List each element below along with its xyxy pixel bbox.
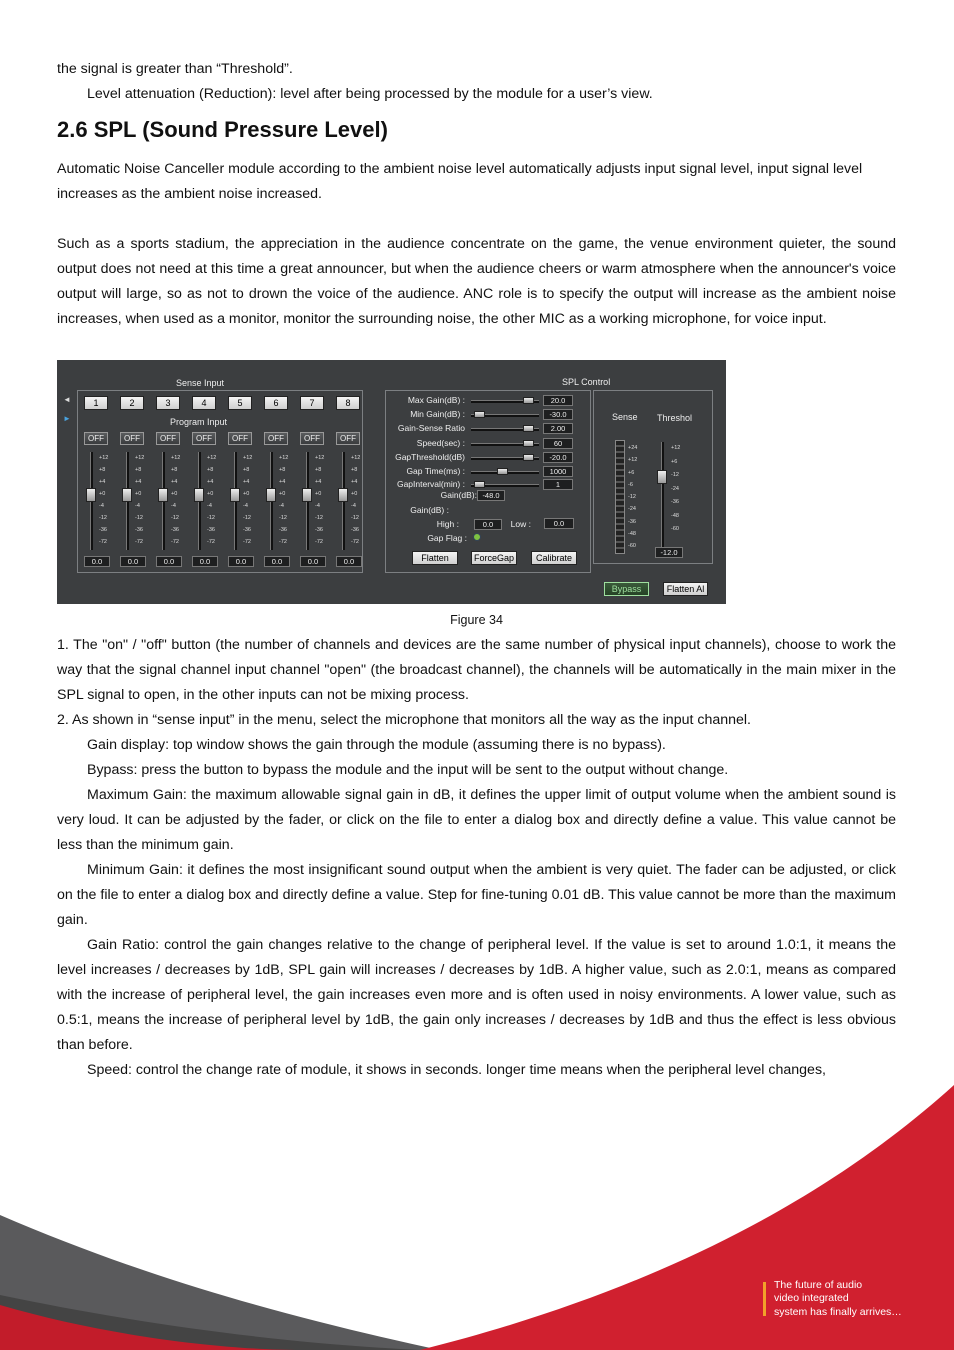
paragraph: Such as a sports stadium, the appreciation in the audience concentrate on the game, the venue environment quieter, the sound output does not need at this time a great announcer, but when the audience cheers or warm atmosphere when the announcer's voice output will large, so as not to drown the voice of the audience. ANC role is to specify the output will increase as the ambient noise increases, when used as a monitor, monitor the surrounding noise, the other MIC as a working microphone, for voice input. [57,236,896,327]
channel-fader-knob[interactable] [122,488,132,502]
figure-caption: Figure 34 [450,613,503,627]
sense-input-button[interactable]: 8 [336,396,360,410]
scale-tick: -24 [628,506,636,513]
scale-tick: -12 [279,515,287,521]
scale-tick: +8 [135,467,142,473]
channel-off-button[interactable]: OFF [228,432,252,445]
scale-tick: -36 [207,527,215,533]
channel-off-button[interactable]: OFF [336,432,360,445]
scale-tick: -36 [671,499,679,505]
scale-tick: +12 [207,455,217,461]
channel-off-button[interactable]: OFF [264,432,288,445]
scale-tick: -72 [99,539,107,545]
scale-tick: +4 [243,479,250,485]
sense-input-button[interactable]: 3 [156,396,180,410]
scale-tick: -72 [171,539,179,545]
scale-tick: -72 [351,539,359,545]
scale-tick: +4 [99,479,106,485]
scale-tick: +0 [243,491,250,497]
spl-param-value[interactable]: 60 [543,438,573,449]
scale-tick: -36 [628,518,636,525]
channel-fader-knob[interactable] [230,488,240,502]
paragraph: Gain display: top window shows the gain through the module (assuming there is no bypass). [87,737,666,753]
scale-tick: -72 [243,539,251,545]
scale-tick: +8 [243,467,250,473]
text-line: Level attenuation (Reduction): level after being processed by the module for a user’s view. [87,86,653,102]
tagline-line: system has finally arrives… [774,1306,902,1318]
paragraph: Gain Ratio: control the gain changes relative to the change of peripheral level. If the value is set to around 1.0:1, it means the level increases / decreases by 1dB, SPL gain will increases / decreases by 1dB. A higher value, such as 2.0:1, means as compared with the increase of peripheral level, the gain increases even more and is often used in noisy environments. A lower value, such as 0.5:1, means the increase of peripheral level by 1dB, the gain only increases / decreases by 1dB and thus the effect is less obvious than before. [57,937,896,1053]
scale-tick: +0 [207,491,214,497]
threshold-scale-ticks [671,442,680,537]
scale-tick: -60 [671,526,679,532]
spl-param-label: GapInterval(min) : [396,479,465,489]
channel-off-button[interactable]: OFF [120,432,144,445]
paragraph: 1. The "on" / "off" button (the number of channels and devices are the same number of physical input channels), choose to work the way that the signal channel input channel "open" (the broadcast channel), the channels will be automatically in the main mixer in the SPL signal to open, in the other inputs can not be mixing process. [57,637,896,703]
spl-param-knob[interactable] [474,481,485,488]
channel-fader-knob[interactable] [158,488,168,502]
scale-tick: -36 [279,527,287,533]
spl-param-knob[interactable] [523,454,534,461]
sense-meter [615,440,625,554]
sense-input-button[interactable]: 1 [84,396,108,410]
channel-value[interactable]: 0.0 [336,556,362,567]
scale-tick: +8 [99,467,106,473]
scale-tick: -4 [279,503,284,509]
scale-tick: +8 [171,467,178,473]
scale-tick: +12 [135,455,145,461]
scale-tick: +0 [315,491,322,497]
channel-fader-knob[interactable] [86,488,96,502]
text-line: the signal is greater than “Threshold”. [57,61,293,77]
scale-tick: -4 [135,503,140,509]
scale-tick: +0 [351,491,358,497]
program-input-title: Program Input [170,417,228,427]
tagline-bar [763,1282,766,1316]
sense-threshold-panel [593,390,713,564]
channel-off-button[interactable]: OFF [156,432,180,445]
scale-tick: +4 [315,479,322,485]
channel-value[interactable]: 0.0 [300,556,326,567]
spl-param-value[interactable]: 1000 [543,466,573,477]
channel-scale [99,452,113,548]
scale-tick: +12 [628,457,638,464]
spl-param-value[interactable]: -20.0 [543,452,573,463]
scale-tick: -36 [135,527,143,533]
channel-value[interactable]: 0.0 [84,556,110,567]
channel-value[interactable]: 0.0 [120,556,146,567]
scale-tick: +0 [171,491,178,497]
scale-tick: +8 [279,467,286,473]
tagline-line: The future of audio [774,1279,863,1291]
scale-tick: -36 [351,527,359,533]
scale-tick: -4 [243,503,248,509]
scale-tick: -72 [279,539,287,545]
scale-tick: -72 [135,539,143,545]
channel-fader-knob[interactable] [302,488,312,502]
sense-label: Sense [612,412,638,422]
scale-tick: -36 [171,527,179,533]
channel-off-button[interactable]: OFF [300,432,324,445]
channel-value[interactable]: 0.0 [228,556,254,567]
scale-tick: -12 [315,515,323,521]
paragraph: Minimum Gain: it defines the most insignificant sound output when the ambient is very quiet. The fader can be adjusted, or click on the file to enter a dialog box and directly define a value. Step for fine-tuning 0.01 dB. This value cannot be more than the maximum gain. [57,862,896,928]
threshold-fader-track[interactable] [661,442,664,552]
scale-tick: -24 [671,485,679,492]
flatten-all-button[interactable]: Flatten Al [663,582,708,596]
channel-off-button[interactable]: OFF [84,432,108,445]
spl-control-title: SPL Control [562,377,611,387]
channel-scale [207,452,221,548]
spl-param-value[interactable]: 20.0 [543,395,573,406]
scale-tick: -72 [207,539,215,545]
spl-param-label: Max Gain(dB) : [407,395,465,405]
scale-tick: -36 [315,527,323,533]
scale-tick: +12 [99,455,109,461]
section-heading: 2.6 SPL (Sound Pressure Level) [57,117,388,142]
spl-param-knob[interactable] [523,425,534,432]
channel-scale [351,452,365,548]
spl-param-knob[interactable] [474,411,485,418]
tagline-line: video integrated [774,1292,849,1304]
calibrate-button[interactable]: Calibrate [531,551,577,565]
scale-tick: -4 [99,503,104,509]
scale-tick: +8 [207,467,214,473]
scale-tick: -48 [671,512,679,519]
forcegap-button[interactable]: ForceGap [471,551,517,565]
spl-param-knob[interactable] [523,440,534,447]
spl-param-knob[interactable] [497,468,508,475]
scale-tick: +4 [135,479,142,485]
gain-db-value[interactable]: -48.0 [477,490,505,501]
scale-tick: -12 [243,515,251,521]
bypass-button[interactable]: Bypass [604,582,649,596]
scale-tick: -60 [628,543,636,550]
scale-tick: +6 [671,458,678,465]
scale-tick: +0 [135,491,142,497]
collapse-arrow-icon: ◄ [63,395,71,404]
scale-tick: +6 [628,469,635,476]
paragraph: 2. As shown in “sense input” in the menu, select the microphone that monitors all the way as the input channel. [57,712,752,728]
threshold-value[interactable]: -12.0 [655,547,683,558]
spl-param-value[interactable]: -30.0 [543,409,573,420]
channel-fader-knob[interactable] [338,488,348,502]
scale-tick: -72 [315,539,323,545]
channel-scale [279,452,293,548]
scale-tick: +4 [171,479,178,485]
high-value[interactable]: 0.0 [474,519,502,530]
scale-tick: -12 [171,515,179,521]
spl-param-label: GapThreshold(dB) [395,452,465,462]
scale-tick: -6 [628,481,633,488]
scale-tick: -12 [207,515,215,521]
sense-scale-ticks [628,442,637,553]
sense-input-button[interactable]: 2 [120,396,144,410]
spl-param-label: Gap Time(ms) : [406,466,465,476]
sense-input-button[interactable]: 4 [192,396,216,410]
channel-scale [243,452,257,548]
spl-param-knob[interactable] [523,397,534,404]
high-label: High : [436,519,459,529]
paragraph: Bypass: press the button to bypass the module and the input will be sent to the output without change. [87,762,729,778]
scale-tick: +12 [315,455,325,461]
spl-param-label: Gain-Sense Ratio [397,423,465,433]
scale-tick: -4 [171,503,176,509]
channel-fader-knob[interactable] [266,488,276,502]
gain-db-label: Gain(dB) : [410,505,449,515]
scale-tick: -4 [207,503,212,509]
flatten-button[interactable]: Flatten [412,551,458,565]
scale-tick: +24 [628,445,638,451]
scale-tick: -4 [351,503,356,509]
channel-value[interactable]: 0.0 [192,556,218,567]
scale-tick: +4 [207,479,214,485]
sense-input-button[interactable]: 5 [228,396,252,410]
low-value[interactable]: 0.0 [544,518,574,529]
spl-param-value[interactable]: 1 [543,479,573,490]
scale-tick: +8 [315,467,322,473]
scale-tick: +4 [351,479,358,485]
scale-tick: +4 [279,479,286,485]
scale-tick: +12 [243,455,253,461]
scale-tick: +12 [671,445,681,451]
sense-input-button[interactable]: 6 [264,396,288,410]
scale-tick: +0 [99,491,106,497]
sense-input-title: Sense Input [176,378,225,388]
channel-value[interactable]: 0.0 [156,556,182,567]
paragraph: Automatic Noise Canceller module according to the ambient noise level automatically adjusts input signal level, input signal level increases as the ambient noise increased. [57,161,863,202]
paragraph: Speed: control the change rate of module, it shows in seconds. longer time means when the peripheral level changes, [87,1062,826,1078]
expand-arrow-icon: ► [63,414,71,423]
scale-tick: +12 [351,455,361,461]
threshold-fader-knob[interactable] [657,470,667,484]
scale-tick: -4 [315,503,320,509]
channel-scale [135,452,149,548]
scale-tick: -12 [99,515,107,521]
spl-param-label: Min Gain(dB) : [410,409,465,419]
spl-param-label: Speed(sec) : [416,438,465,448]
scale-tick: -12 [671,472,679,478]
scale-tick: -36 [243,527,251,533]
channel-fader-knob[interactable] [194,488,204,502]
scale-tick: +0 [279,491,286,497]
spl-screenshot [57,360,726,604]
scale-tick: +12 [279,455,289,461]
spl-param-value[interactable]: 2.00 [543,423,573,434]
gap-flag-label: Gap Flag : [427,533,467,543]
channel-scale [315,452,329,548]
channel-value[interactable]: 0.0 [264,556,290,567]
gain-db-label: Gain(dB): [440,490,477,500]
scale-tick: -36 [99,527,107,533]
scale-tick: +12 [171,455,181,461]
scale-tick: -12 [628,494,636,501]
scale-tick: -12 [135,515,143,521]
low-label: Low : [510,519,531,529]
sense-input-button[interactable]: 7 [300,396,324,410]
scale-tick: -48 [628,531,636,538]
threshold-label: Threshol [657,413,693,423]
channel-scale [171,452,185,548]
gap-flag-indicator [473,533,481,541]
scale-tick: -12 [351,515,359,521]
scale-tick: +8 [351,467,358,473]
paragraph: Maximum Gain: the maximum allowable signal gain in dB, it defines the upper limit of output volume when the ambient sound is very loud. It can be adjusted by the fader, or click on the file to enter a dialog box and directly define a value. This value cannot be less than the minimum gain. [57,787,896,853]
channel-off-button[interactable]: OFF [192,432,216,445]
